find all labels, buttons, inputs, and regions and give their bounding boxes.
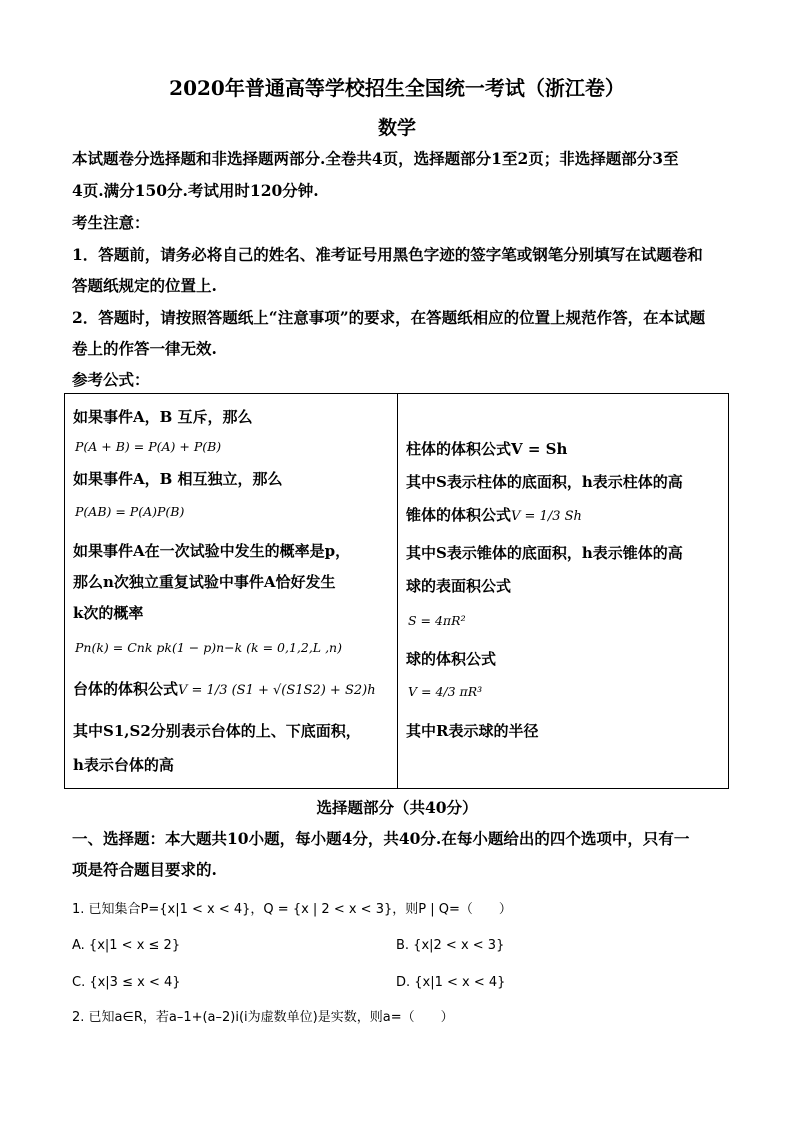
question-1-option-a: A. {x|1 < x ≤ 2} bbox=[72, 938, 181, 953]
question-2-stem: 2. 已知a∈R，若a–1+(a–2)i(i为虚数单位)是实数，则a=（ ） bbox=[72, 1010, 454, 1025]
question-1-option-b: B. {x|2 < x < 3} bbox=[396, 938, 505, 953]
formula-text: 柱体的体积公式V = Sh bbox=[406, 440, 568, 458]
formula-right-column bbox=[398, 394, 729, 789]
formula-expression: V = 4/3 πR³ bbox=[408, 684, 483, 699]
formula-expression: P(A + B) = P(A) + P(B) bbox=[75, 439, 222, 454]
page-title: 2020年普通高等学校招生全国统一考试（浙江卷） bbox=[169, 76, 625, 100]
formula-label: 锥体的体积公式 bbox=[406, 506, 512, 524]
formula-text: 其中S表示柱体的底面积，h表示柱体的高 bbox=[406, 473, 683, 491]
formula-text: 其中S1,S2分别表示台体的上、下底面积， bbox=[73, 722, 361, 740]
formula-text: 那么n次独立重复试验中事件A恰好发生 bbox=[73, 573, 336, 591]
question-1-stem: 1. 已知集合P={x|1 < x < 4}，Q = {x | 2 < x < 3}，则P | Q=（ ） bbox=[72, 902, 512, 917]
section-title: 选择题部分（共40分） bbox=[316, 798, 478, 817]
formula-text: 其中R表示球的半径 bbox=[406, 722, 539, 740]
notice-2-line-1: 2．答题时，请按照答题纸上“注意事项”的要求，在答题纸相应的位置上规范作答，在本试题 bbox=[72, 308, 706, 327]
formula-text: 球的体积公式 bbox=[406, 650, 497, 668]
formula-text: 如果事件A在一次试验中发生的概率是p， bbox=[73, 542, 351, 560]
formula-expression: Pn(k) = Cnk pk(1 − p)n−k (k = 0,1,2,L ,n) bbox=[75, 640, 342, 655]
formula-expression: P(AB) = P(A)P(B) bbox=[75, 504, 185, 519]
section-intro-line-1: 一、选择题：本大题共10小题，每小题4分，共40分.在每小题给出的四个选项中，只有一 bbox=[72, 829, 690, 848]
formula-text: 如果事件A，B 互斥，那么 bbox=[73, 408, 253, 426]
formula-text: k次的概率 bbox=[73, 604, 144, 622]
formula-text bbox=[73, 678, 376, 699]
formula-left-column bbox=[65, 394, 398, 789]
section-intro-line-2: 项是符合题目要求的. bbox=[72, 860, 217, 879]
intro-line-1: 本试题卷分选择题和非选择题两部分.全卷共4页，选择题部分1至2页；非选择题部分3至 bbox=[72, 149, 679, 168]
notice-2-line-2: 卷上的作答一律无效. bbox=[72, 339, 217, 358]
subject-heading: 数学 bbox=[377, 117, 416, 139]
formula-label: 台体的体积公式 bbox=[73, 680, 179, 698]
formula-text: h表示台体的高 bbox=[73, 756, 174, 774]
intro-line-2: 4页.满分150分.考试用时120分钟. bbox=[72, 181, 319, 200]
question-1-option-d: D. {x|1 < x < 4} bbox=[396, 975, 506, 990]
reference-formula-table bbox=[64, 393, 729, 789]
formula-text: 其中S表示锥体的底面积，h表示锥体的高 bbox=[406, 544, 683, 562]
formula-text: 球的表面积公式 bbox=[406, 577, 512, 595]
formula-text: 如果事件A，B 相互独立，那么 bbox=[73, 470, 283, 488]
question-1-option-c: C. {x|3 ≤ x < 4} bbox=[72, 975, 181, 990]
formula-expression: V = 1/3 Sh bbox=[511, 509, 582, 524]
notice-heading: 考生注意： bbox=[72, 213, 150, 232]
formula-text bbox=[406, 504, 582, 525]
notice-1-line-1: 1．答题前，请务必将自己的姓名、准考证号用黑色字迹的签字笔或钢笔分别填写在试题卷和 bbox=[72, 245, 703, 264]
formula-expression: V = 1/3 (S1 + √(S1S2) + S2)h bbox=[178, 683, 376, 698]
formula-expression: S = 4πR² bbox=[408, 613, 466, 628]
formula-heading: 参考公式： bbox=[72, 370, 150, 389]
notice-1-line-2: 答题纸规定的位置上. bbox=[72, 276, 217, 295]
